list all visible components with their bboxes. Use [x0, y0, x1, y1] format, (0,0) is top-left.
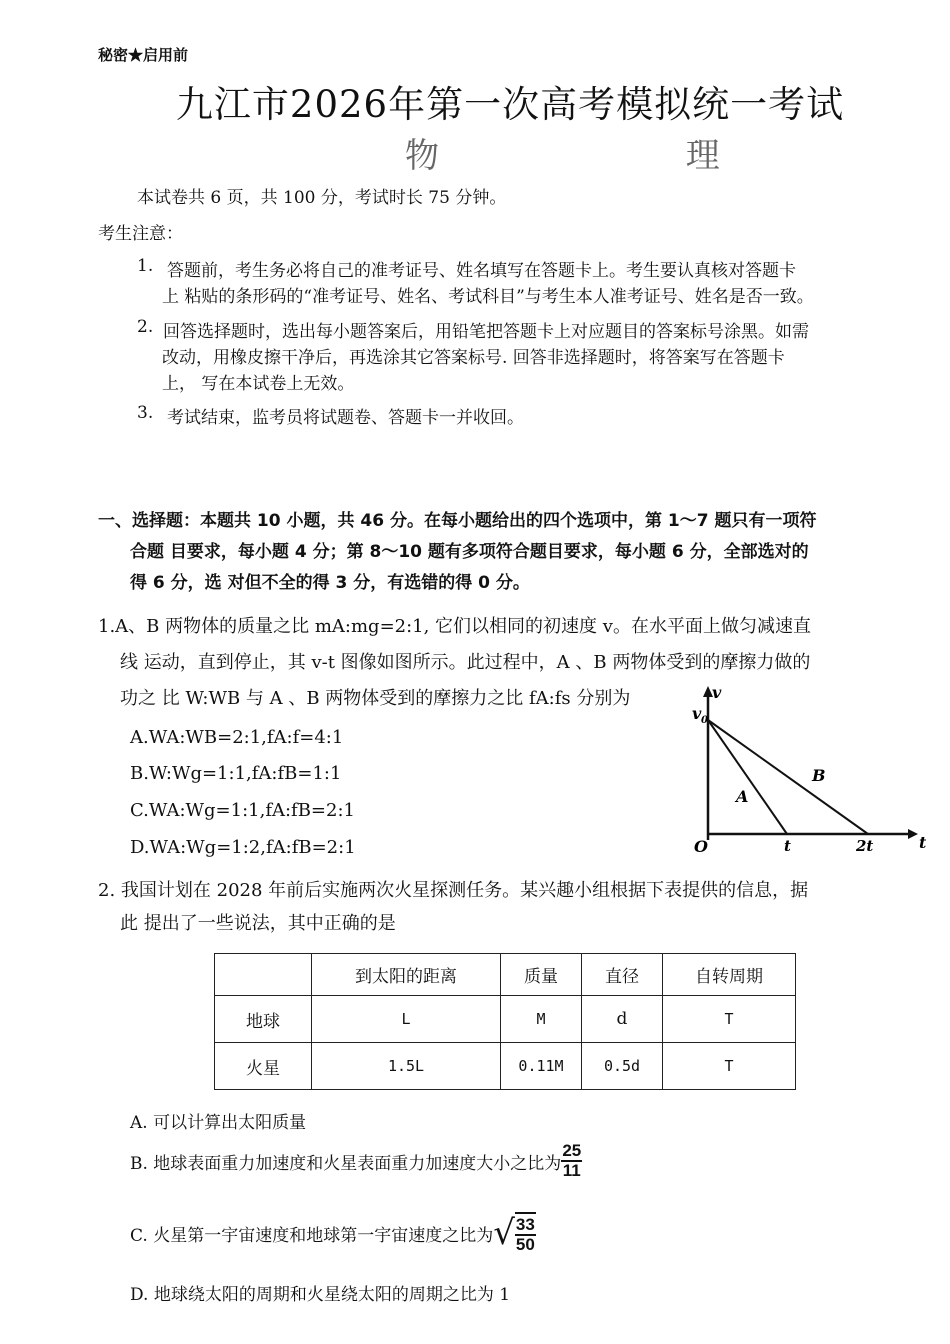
- q2-option-c: [130, 1212, 536, 1254]
- q1-stem-line-2: 线 运动，直到停止，其 v-t 图像如图所示。此过程中，A 、B 两物体受到的摩擦力做的: [120, 652, 811, 673]
- notice-3-number: 3.: [137, 403, 154, 423]
- q1-stem-line-1: 1.A、B 两物体的质量之比 mA:mg=2:1, 它们以相同的初速度 v。在水平面上做匀减速直: [98, 616, 811, 637]
- fraction-denominator: 50: [515, 1235, 535, 1254]
- table-cell: 0.11M: [501, 1043, 582, 1090]
- q1-stem-line-3: 功之 比 W:WB 与 A 、B 两物体受到的摩擦力之比 fA:fs 分别为: [120, 688, 631, 709]
- q2-option-b-fraction: [561, 1142, 582, 1180]
- v0-subscript: 0: [701, 715, 708, 726]
- secret-label: 秘密★启用前: [98, 46, 189, 64]
- notice-1-line-2: 上 粘贴的条形码的“准考证号、姓名、考试科目”与考生本人准考证号、姓名是否一致。: [162, 287, 814, 307]
- table-header-cell: 直径: [582, 954, 663, 996]
- notice-1-number: 1.: [137, 256, 154, 276]
- section-heading-line-1: 一、选择题：本题共 10 小题，共 46 分。在每小题给出的四个选项中，第 1～7 题只有一项符: [98, 511, 817, 531]
- notice-2-line-2: 改动，用橡皮擦干净后，再选涂其它答案标号. 回答非选择题时，将答案写在答题卡: [162, 348, 785, 368]
- table-cell: T: [663, 996, 796, 1043]
- section-heading-line-2: 合题 目要求，每小题 4 分；第 8～10 题有多项符合题目要求，每小题 6 分，全部选对的: [130, 542, 809, 562]
- q2-option-b: [130, 1142, 582, 1180]
- subject-title: 物 理: [405, 136, 838, 176]
- planet-data-table: [214, 953, 796, 1090]
- fraction-numerator: 33: [515, 1215, 535, 1234]
- q2-option-a: A. 可以计算出太阳质量: [130, 1113, 307, 1133]
- table-row: [215, 996, 796, 1043]
- q2-option-c-sqrt: [493, 1212, 536, 1254]
- table-cell: 1.5L: [312, 1043, 501, 1090]
- fraction-numerator: 25: [562, 1141, 582, 1160]
- line-a-label: A: [736, 787, 749, 806]
- tick-2t-label: 2t: [856, 837, 874, 855]
- notice-2-line-1: 回答选择题时，选出每小题答案后，用铅笔把答题卡上对应题目的答案标号涂黑。如需: [163, 322, 809, 342]
- q2-stem-line-2: 此 提出了一些说法，其中正确的是: [120, 913, 396, 934]
- exam-summary: 本试卷共 6 页，共 100 分，考试时长 75 分钟。: [137, 188, 507, 208]
- table-row: [215, 1043, 796, 1090]
- v0-label: v: [692, 704, 702, 723]
- q2-option-b-text: B. 地球表面重力加速度和火星表面重力加速度大小之比为: [130, 1153, 562, 1174]
- table-header-cell: 到太阳的距离: [312, 954, 501, 996]
- table-cell: T: [663, 1043, 796, 1090]
- q2-option-d: D. 地球绕太阳的周期和火星绕太阳的周期之比为 1: [130, 1285, 511, 1305]
- line-b-label: B: [812, 766, 826, 785]
- t-axis-label: t: [919, 833, 926, 852]
- table-header-cell: 质量: [501, 954, 582, 996]
- table-cell: 地球: [215, 996, 312, 1043]
- q2-stem-line-1: 2. 我国计划在 2028 年前后实施两次火星探测任务。某兴趣小组根据下表提供的信息，据: [98, 880, 809, 901]
- table-cell: M: [501, 996, 582, 1043]
- origin-label: O: [694, 837, 708, 856]
- q1-option-a: A.WA:WB=2:1,fA:f=4:1: [130, 727, 344, 748]
- section-heading-line-3: 得 6 分，选 对但不全的得 3 分，有选错的得 0 分。: [130, 573, 530, 593]
- q1-option-d: D.WA:Wg=1:2,fA:fB=2:1: [130, 837, 356, 858]
- notice-1-line-1: 答题前，考生务必将自己的准考证号、姓名填写在答题卡上。考生要认真核对答题卡: [167, 261, 796, 281]
- v-axis-label: v: [712, 683, 722, 702]
- q2-option-c-text: C. 火星第一宇宙速度和地球第一宇宙速度之比为: [130, 1225, 494, 1246]
- notice-2-line-3: 上， 写在本试卷上无效。: [162, 374, 355, 394]
- notice-2-number: 2.: [137, 317, 154, 337]
- tick-t-label: t: [784, 837, 791, 855]
- notice-heading: 考生注意：: [98, 224, 183, 244]
- notice-3-line-1: 考试结束，监考员将试题卷、答题卡一并收回。: [167, 408, 524, 428]
- sqrt-icon: √: [493, 1213, 515, 1253]
- line-b: [708, 720, 868, 834]
- q1-option-c: C.WA:Wg=1:1,fA:fB=2:1: [130, 800, 355, 821]
- table-header-row: [215, 954, 796, 996]
- fraction-denominator: 11: [562, 1161, 581, 1180]
- table-cell: 火星: [215, 1043, 312, 1090]
- vt-graph: [690, 680, 926, 860]
- q1-option-b: B.W:Wg=1:1,fA:fB=1:1: [130, 763, 342, 784]
- table-header-cell: [215, 954, 312, 996]
- table-cell: 0.5d: [582, 1043, 663, 1090]
- exam-title: 九江市2026年第一次高考模拟统一考试: [175, 83, 845, 126]
- t-axis-arrow-icon: [908, 829, 918, 839]
- q2-option-c-fraction: [515, 1216, 536, 1254]
- table-cell: d: [582, 996, 663, 1043]
- table-header-cell: 自转周期: [663, 954, 796, 996]
- line-a: [708, 720, 787, 834]
- table-cell: L: [312, 996, 501, 1043]
